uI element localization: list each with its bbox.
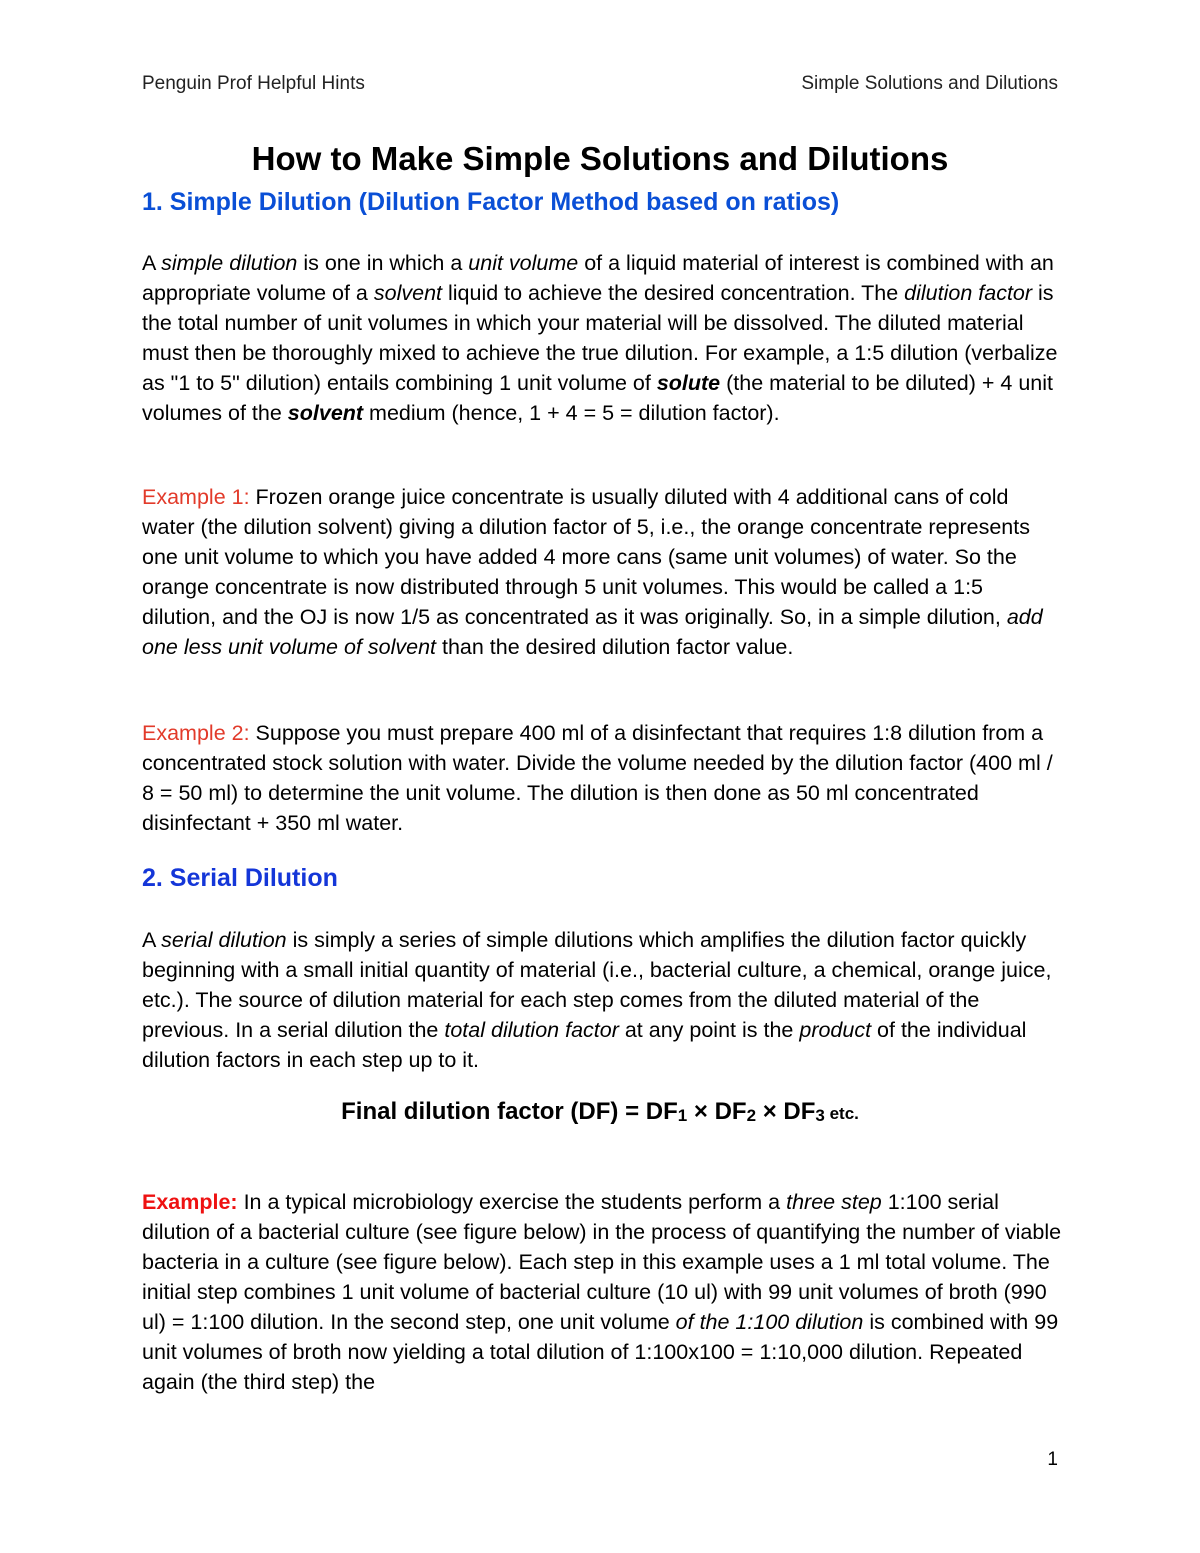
formula-times-2: × DF [756,1098,816,1125]
section1-intro-paragraph [142,248,1062,428]
text-run: Suppose you must prepare 400 ml of a disinfectant that requires 1:8 dilution from a concentrated stock solution with water. Divide the volume needed by the dilution factor (400 ml / 8 = 50 ml) to determine the unit volume. The dilution is then done as 50 ml concentrated disinfectant + 350 ml water. [142,721,1053,835]
term-solute: solute [656,371,721,395]
text-run: medium (hence, 1 + 4 = 5 = dilution factor). [363,401,780,425]
term-serial-dilution: serial dilution [161,928,287,952]
text-run: (the material to be diluted) + 4 unit volumes of the [142,371,1053,425]
text-run: Frozen orange juice concentrate is usually diluted with 4 additional cans of cold water (the dilution solvent) giving a dilution factor of 5, i.e., the orange concentrate represents one unit volume to which you have added 4 more cans (same unit volumes) of water. So the orange concentrate is now distributed through 5 unit volumes. This would be called a 1:5 dilution, and the OJ is now 1/5 as concentrated as it was originally. So, in a simple dilution, [142,485,1030,629]
text-run: liquid to achieve the desired concentration. The [442,281,905,305]
text-run: at any point is the [618,1018,800,1042]
example2-paragraph [142,718,1062,838]
header-left: Penguin Prof Helpful Hints [142,73,365,94]
text-run: of a liquid material of interest is combined with an appropriate volume of a [142,251,1054,305]
text-run: is the total number of unit volumes in which your material will be dissolved. The diluted material must then be thoroughly mixed to achieve the true dilution. For example, a 1:5 dilution (verbalize as "1 to 5" dilution) entails combining 1 unit volume of [142,281,1058,395]
emphasis-add-one-less: add one less unit volume of solvent [142,605,1043,659]
text-run: In a typical microbiology exercise the students perform a [237,1190,787,1214]
term-product: product [799,1018,872,1042]
serial-example-paragraph [142,1187,1062,1397]
example2-label: Example 2: [142,721,250,745]
section2-heading: 2. Serial Dilution [142,864,338,892]
formula-etc: etc. [824,1104,859,1123]
section2-intro-paragraph [142,925,1062,1075]
example1-paragraph [142,482,1062,662]
text-run: than the desired dilution factor value. [436,635,794,659]
page-number: 1 [1047,1449,1058,1470]
term-solvent: solvent [373,281,442,305]
term-simple-dilution: simple dilution [161,251,298,275]
text-run: of the individual dilution factors in each step up to it. [142,1018,1027,1072]
text-run: A [142,928,162,952]
emphasis-three-step: three step [786,1190,882,1214]
formula-sub-2: 2 [746,1106,757,1125]
formula-times-1: × DF [687,1098,747,1125]
header-right: Simple Solutions and Dilutions [801,73,1058,94]
final-dilution-factor-formula [0,1098,1200,1126]
term-total-dilution-factor: total dilution factor [444,1018,619,1042]
text-run: 1:100 serial dilution of a bacterial culture (see figure below) in the process of quantifying the number of viable bacteria in a culture (see figure below). Each step in this example uses a 1 ml total volume. The initial step combines 1 unit volume of bacterial culture (10 ul) with 99 unit volumes of broth (990 ul) = 1:100 dilution. In the second step, one unit volume [142,1190,1062,1334]
text-run: is combined with 99 unit volumes of broth now yielding a total dilution of 1:100x100 = 1:10,000 dilution. Repeated again (the third step) the [142,1310,1059,1394]
serial-example-label: Example: [142,1190,238,1214]
term-dilution-factor: dilution factor [904,281,1033,305]
section1-heading: 1. Simple Dilution (Dilution Factor Method based on ratios) [142,188,840,216]
formula-sub-1: 1 [677,1106,688,1125]
emphasis-of-the-dilution: of the 1:100 dilution [675,1310,864,1334]
term-solvent-bold: solvent [287,401,364,425]
formula-sub-3: 3 [815,1106,825,1125]
text-run: is one in which a [297,251,469,275]
page-title: How to Make Simple Solutions and Dilutions [251,140,949,177]
text-run: A [142,251,162,275]
text-run: is simply a series of simple dilutions which amplifies the dilution factor quickly beginning with a small initial quantity of material (i.e., bacterial culture, a chemical, orange juice, etc.). The source of dilution material for each step comes from the diluted material of the previous. In a serial dilution the [142,928,1052,1042]
formula-main: Final dilution factor (DF) = DF [341,1098,678,1125]
term-unit-volume: unit volume [468,251,579,275]
example1-label: Example 1: [142,485,250,509]
